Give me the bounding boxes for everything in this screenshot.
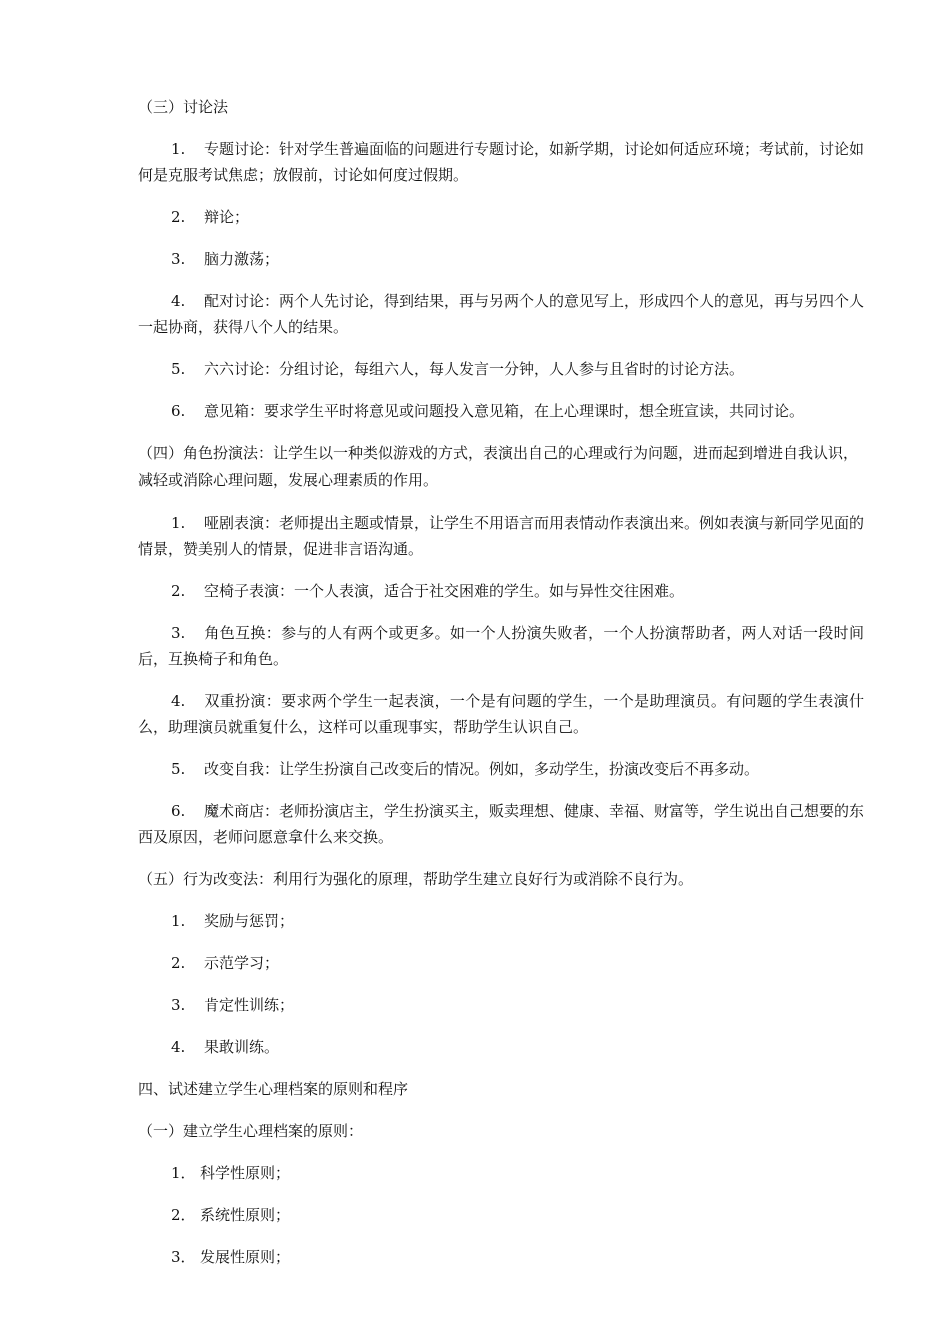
list-item-number: 1. bbox=[171, 912, 186, 930]
list-item-number: 1. bbox=[171, 514, 186, 532]
list-item-text: 六六讨论：分组讨论，每组六人，每人发言一分钟，人人参与且省时的讨论方法。 bbox=[204, 360, 745, 378]
list-item bbox=[138, 1034, 864, 1060]
list-item bbox=[138, 1244, 864, 1270]
list-item-text: 系统性原则； bbox=[200, 1206, 291, 1224]
list-item-text: 辩论； bbox=[204, 208, 250, 226]
list-item-text: 角色互换：参与的人有两个或更多。如一个人扮演失败者，一个人扮演帮助者，两人对话一段时间后，互换椅子和角色。 bbox=[138, 624, 864, 668]
list-item bbox=[138, 136, 864, 188]
document-page bbox=[138, 94, 864, 1286]
list-item-text: 双重扮演：要求两个学生一起表演，一个是有问题的学生，一个是助理演员。有问题的学生表演什么，助理演员就重复什么，这样可以重现事实，帮助学生认识自己。 bbox=[138, 692, 864, 736]
list-item bbox=[138, 756, 864, 782]
list-item bbox=[138, 1202, 864, 1228]
list-item bbox=[138, 578, 864, 604]
list-item-number: 5. bbox=[171, 360, 186, 378]
list-item bbox=[138, 798, 864, 850]
list-item bbox=[138, 688, 864, 740]
list-item-number: 3. bbox=[171, 996, 186, 1014]
list-item bbox=[138, 510, 864, 562]
list-item-number: 5. bbox=[171, 760, 186, 778]
list-item bbox=[138, 204, 864, 230]
list-item-text: 肯定性训练； bbox=[204, 996, 295, 1014]
list-item-number: 1. bbox=[171, 140, 186, 158]
list-item-text: 哑剧表演：老师提出主题或情景，让学生不用语言而用表情动作表演出来。例如表演与新同学见面的情景，赞美别人的情景，促进非言语沟通。 bbox=[138, 514, 865, 558]
list-item-number: 2. bbox=[171, 954, 186, 972]
section-heading: （一）建立学生心理档案的原则： bbox=[138, 1122, 364, 1140]
list-item-number: 1． bbox=[171, 1164, 196, 1182]
list-item-number: 4. bbox=[171, 1038, 186, 1056]
list-item bbox=[138, 950, 864, 976]
list-item-number: 3. bbox=[171, 624, 186, 642]
list-item-text: 科学性原则； bbox=[200, 1164, 291, 1182]
list-item-number: 2. bbox=[171, 208, 186, 226]
list-item bbox=[138, 908, 864, 934]
list-item bbox=[138, 620, 864, 672]
list-item bbox=[138, 992, 864, 1018]
list-item-text: 发展性原则； bbox=[200, 1248, 291, 1266]
list-item-text: 脑力激荡； bbox=[204, 250, 280, 268]
list-item-number: 3． bbox=[171, 1248, 196, 1266]
list-item bbox=[138, 1160, 864, 1186]
list-item-number: 2. bbox=[171, 582, 186, 600]
list-item-number: 4. bbox=[171, 292, 186, 310]
list-item bbox=[138, 398, 864, 424]
list-item bbox=[138, 288, 864, 340]
list-item bbox=[138, 246, 864, 272]
list-item-text: 意见箱：要求学生平时将意见或问题投入意见箱，在上心理课时，想全班宣读，共同讨论。 bbox=[204, 402, 805, 420]
section-heading: 四、试述建立学生心理档案的原则和程序 bbox=[138, 1080, 409, 1098]
list-item-number: 3. bbox=[171, 250, 186, 268]
list-item-text: 配对讨论：两个人先讨论，得到结果，再与另两个人的意见写上，形成四个人的意见，再与另四个人一起协商，获得八个人的结果。 bbox=[138, 292, 865, 336]
section-heading: （五）行为改变法：利用行为强化的原理，帮助学生建立良好行为或消除不良行为。 bbox=[138, 870, 694, 888]
list-item-text: 专题讨论：针对学生普遍面临的问题进行专题讨论，如新学期，讨论如何适应环境；考试前，讨论如何是克服考试焦虑；放假前，讨论如何度过假期。 bbox=[138, 140, 865, 184]
list-item-number: 6. bbox=[171, 402, 186, 420]
list-item-text: 魔术商店：老师扮演店主，学生扮演买主，贩卖理想、健康、幸福、财富等，学生说出自己想要的东西及原因，老师问愿意拿什么来交换。 bbox=[138, 802, 865, 846]
list-item-text: 奖励与惩罚； bbox=[204, 912, 295, 930]
list-item-text: 改变自我：让学生扮演自己改变后的情况。例如，多动学生，扮演改变后不再多动。 bbox=[204, 760, 760, 778]
list-item-text: 果敢训练。 bbox=[204, 1038, 280, 1056]
list-item-text: 示范学习； bbox=[204, 954, 280, 972]
list-item-text: 空椅子表演：一个人表演，适合于社交困难的学生。如与异性交往困难。 bbox=[204, 582, 685, 600]
section-heading: （四）角色扮演法：让学生以一种类似游戏的方式，表演出自己的心理或行为问题，进而起到增进自我认识，减轻或消除心理问题，发展心理素质的作用。 bbox=[138, 444, 859, 489]
list-item-number: 4. bbox=[171, 692, 186, 710]
section-heading: （三）讨论法 bbox=[138, 98, 229, 116]
list-item bbox=[138, 356, 864, 382]
list-item-number: 6. bbox=[171, 802, 186, 820]
list-item-number: 2． bbox=[171, 1206, 196, 1224]
